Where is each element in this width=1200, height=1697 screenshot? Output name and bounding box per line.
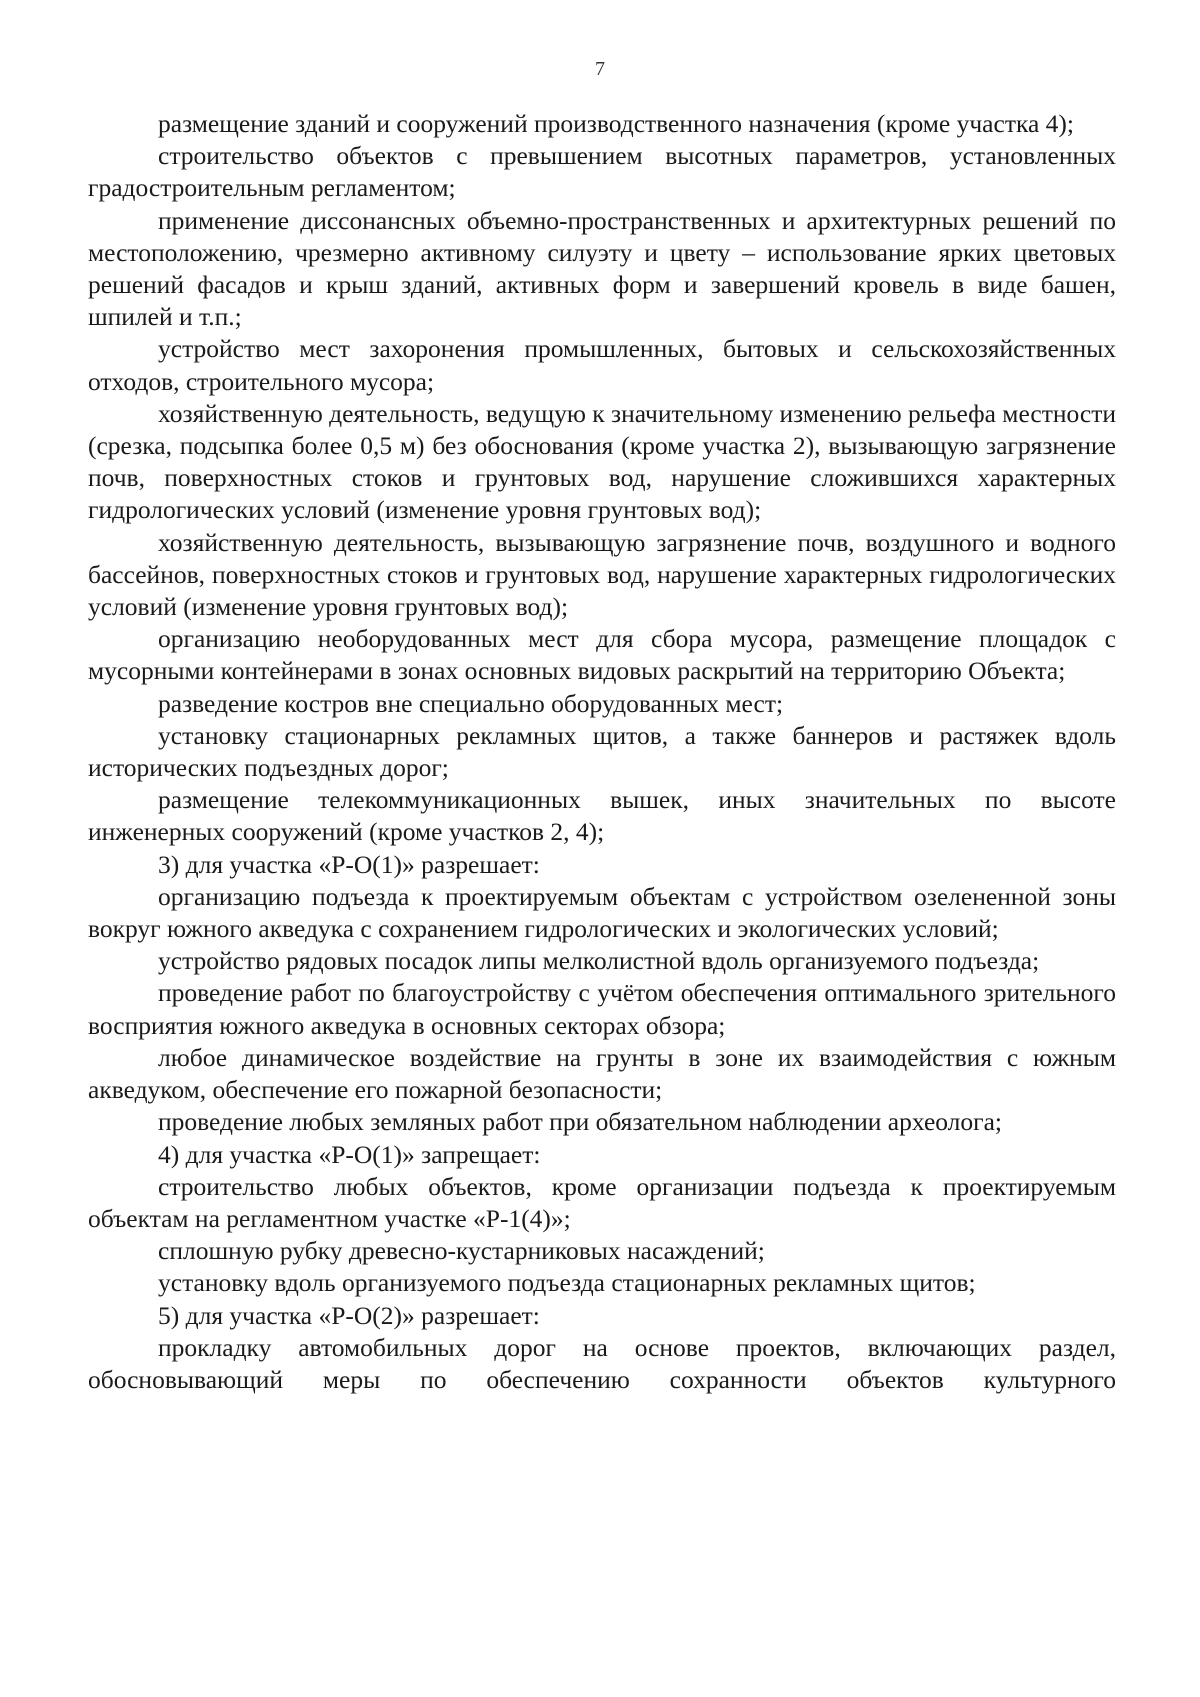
section-item-heading: 5) для участка «Р-О(2)» разрешает: [158, 1300, 540, 1330]
paragraph: хозяйственную деятельность, вызывающую загрязнение почв, воздушного и водного бассейнов, поверхностных стоков и грунтовых вод, нарушение характерных гидрологических условий (изменение уровня грунтовых вод); [88, 527, 1116, 622]
paragraph: размещение телекоммуникационных вышек, иных значительных по высоте инженерных сооружений (кроме участков 2, 4); [88, 785, 1116, 847]
paragraph: устройство мест захоронения промышленных, бытовых и сельскохозяйственных отходов, строительного мусора; [88, 334, 1116, 396]
paragraph: организацию необорудованных мест для сбора мусора, размещение площадок с мусорными контейнерами в зонах основных видовых раскрытий на территорию Объекта; [88, 624, 1116, 686]
paragraph: разведение костров вне специально оборудованных мест; [158, 688, 784, 718]
paragraph: установку стационарных рекламных щитов, а также баннеров и растяжек вдоль исторических подъездных дорог; [88, 720, 1116, 783]
paragraph: устройство рядовых посадок липы мелколистной вдоль организуемого подъезда; [158, 946, 1040, 976]
paragraph: строительство любых объектов, кроме организации подъезда к проектируемым объектам на регламентном участке «Р-1(4)»; [88, 1171, 1116, 1233]
paragraph: проведение работ по благоустройству с учётом обеспечения оптимального зрительного восприятия южного акведука в основных секторах обзора; [88, 978, 1116, 1040]
paragraph: любое динамическое воздействие на грунты в зоне их взаимодействия с южным акведуком, обеспечение его пожарной безопасности; [88, 1042, 1116, 1105]
paragraph: организацию подъезда к проектируемым объектам с устройством озелененной зоны вокруг южного акведука с сохранением гидрологических и экологических условий; [88, 881, 1116, 944]
paragraph: размещение зданий и сооружений производственного назначения (кроме участка 4); [158, 109, 1074, 138]
page-number: 7 [595, 58, 605, 80]
paragraph: строительство объектов с превышением высотных параметров, установленных градостроительным регламентом; [88, 141, 1116, 203]
paragraph: хозяйственную деятельность, ведущую к значительному изменению рельефа местности (срезка, подсыпка более 0,5 м) без обоснования (кроме участка 2), вызывающую загрязнение почв, поверхностных стоков и грунтовых вод, нарушение сложившихся характерных гидрологических условий (изменение уровня грунтовых вод); [88, 398, 1116, 525]
paragraph: сплошную рубку древесно-кустарниковых насаждений; [158, 1236, 765, 1266]
section-item-heading: 4) для участка «Р-О(1)» запрещает: [158, 1139, 541, 1169]
paragraph: проведение любых земляных работ при обязательном наблюдении археолога; [158, 1107, 1003, 1137]
section-item-heading: 3) для участка «Р-О(1)» разрешает: [158, 849, 540, 879]
document-body [88, 108, 1116, 1396]
paragraph: прокладку автомобильных дорог на основе проектов, включающих раздел, обосновывающий меры по обеспечению сохранности объектов культурного [88, 1332, 1116, 1394]
paragraph: применение диссонансных объемно-пространственных и архитектурных решений по местоположению, чрезмерно активному силуэту и цвету – использование ярких цветовых решений фасадов и крыш зданий, активных форм и завершений кровель в виде башен, шпилей и т.п.; [88, 205, 1116, 332]
paragraph: установку вдоль организуемого подъезда стационарных рекламных щитов; [158, 1268, 976, 1298]
